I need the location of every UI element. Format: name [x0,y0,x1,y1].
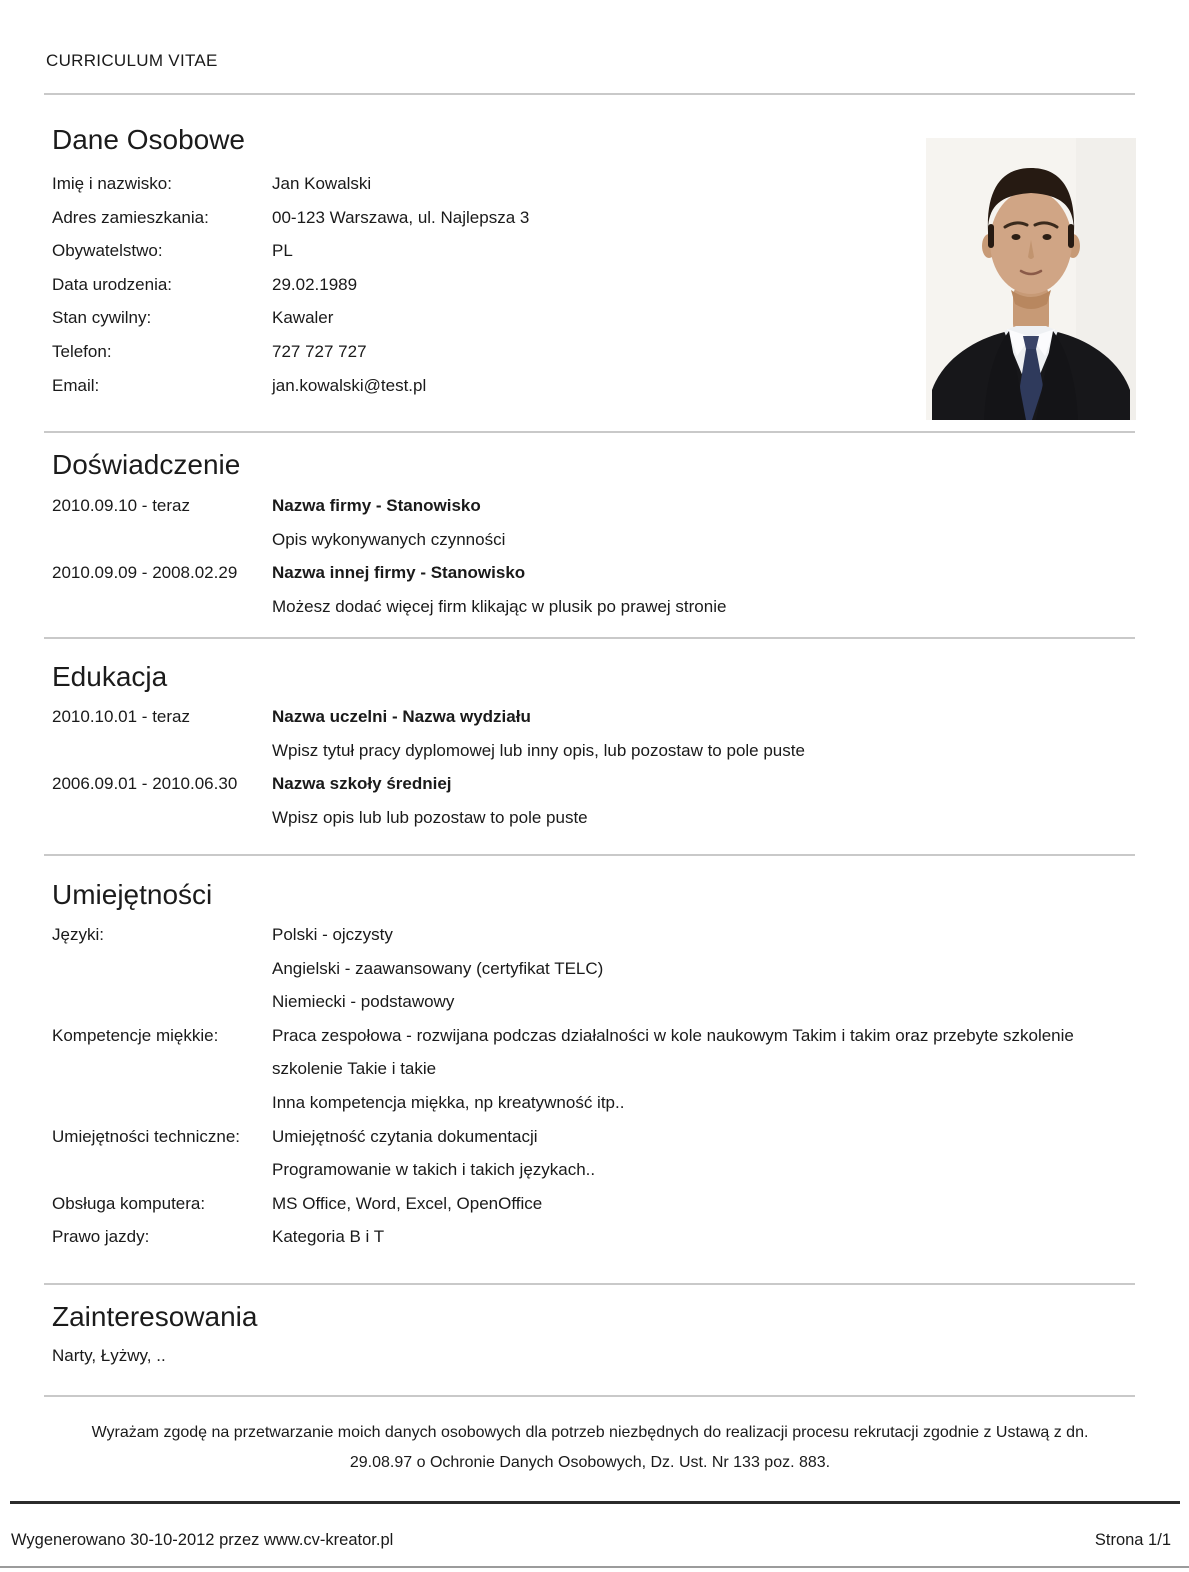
field-label: Obsługa komputera: [52,1193,206,1213]
section-divider [44,854,1135,856]
section-divider [44,431,1135,433]
field-label: Telefon: [52,341,112,361]
group-lines [272,1220,1102,1254]
personal-heading: Dane Osobowe [52,124,246,155]
group-lines [272,1187,1102,1221]
education-heading: Edukacja [52,661,168,692]
section-divider [44,1283,1135,1285]
consent-clause [45,1418,1135,1478]
personal-row-phone [52,335,529,369]
personal-row-email [52,369,529,403]
skill-line: Kategoria B i T [272,1227,385,1247]
section-education [52,663,805,834]
personal-row-citizenship [52,234,529,268]
field-value: Kawaler [272,308,334,328]
group-lines [272,1120,1102,1187]
skills-group-languages [52,918,1102,1019]
education-entry [52,767,805,834]
entry-title: Nazwa firmy - Stanowisko [272,496,481,515]
skill-line: Praca zespołowa - rozwijana podczas działalności w kole naukowym Takim i takim oraz przebyte szkolenie szkolenie Takie i takie [272,1025,1074,1079]
entry-title: Nazwa innej firmy - Stanowisko [272,563,526,583]
section-divider [44,93,1135,95]
skills-group-driving-license [52,1220,1102,1254]
portrait-photo [926,138,1136,420]
entry-dates: 2010.09.10 - teraz [52,496,190,515]
skills-group-technical [52,1120,1102,1187]
section-divider [44,637,1135,639]
personal-rows [52,167,529,402]
consent-line-1: Wyrażam zgodę na przetwarzanie moich danych osobowych dla potrzeb niezbędnych do realizacji procesu rekrutacji zgodnie z Ustawą z dn. [91,1424,1089,1441]
skill-line: Polski - ojczysty [272,925,393,944]
field-label: Języki: [52,925,104,944]
experience-entries [52,489,726,623]
section-personal [52,126,529,402]
field-label: Data urodzenia: [52,274,173,294]
field-value: jan.kowalski@test.pl [272,375,427,395]
skills-group-computer [52,1187,1102,1221]
entry-description: Wpisz tytuł pracy dyplomowej lub inny opis, lub pozostaw to pole puste [272,740,805,760]
skill-line: MS Office, Word, Excel, OpenOffice [272,1193,543,1213]
entry-content [272,489,505,556]
interests-text: Narty, Łyżwy, .. [52,1346,166,1365]
field-label: Prawo jazdy: [52,1227,150,1247]
field-label: Stan cywilny: [52,308,152,328]
field-label: Umiejętności techniczne: [52,1126,241,1146]
interests-heading: Zainteresowania [52,1301,258,1332]
education-entry [52,700,805,767]
section-divider [44,1395,1135,1397]
field-label: Adres zamieszkania: [52,207,209,227]
entry-title: Nazwa uczelni - Nazwa wydziału [272,707,531,726]
personal-row-birthdate [52,268,529,302]
entry-content [272,767,588,834]
education-entries [52,700,805,834]
consent-line-2: 29.08.97 o Ochronie Danych Osobowych, Dz. Ust. Nr 133 poz. 883. [349,1454,831,1471]
entry-description: Możesz dodać więcej firm klikając w plusik po prawej stronie [272,596,727,616]
personal-row-address [52,201,529,235]
entry-dates: 2006.09.01 - 2010.06.30 [52,774,238,794]
entry-content [272,700,805,767]
field-label: Obywatelstwo: [52,241,163,261]
skill-line: Angielski - zaawansowany (certyfikat TELC) [272,958,604,978]
footer-rule [10,1501,1180,1504]
entry-dates: 2010.10.01 - teraz [52,707,190,726]
page-number: Strona 1/1 [1094,1531,1171,1549]
entry-description: Opis wykonywanych czynności [272,529,506,549]
generated-by-text: Wygenerowano 30-10-2012 przez www.cv-kreator.pl [11,1531,394,1549]
skill-line: Umiejętność czytania dokumentacji [272,1126,538,1146]
field-value: 727 727 727 [272,341,367,361]
skills-group-soft [52,1019,1102,1120]
field-value: Jan Kowalski [272,174,372,193]
experience-heading: Doświadczenie [52,449,241,480]
section-skills [52,881,1102,1254]
entry-content [272,556,726,623]
skill-line: Programowanie w takich i takich językach.. [272,1160,596,1180]
experience-entry [52,556,726,623]
field-label: Kompetencje miękkie: [52,1025,219,1045]
skills-heading: Umiejętności [52,879,213,910]
document-title: CURRICULUM VITAE [46,51,218,70]
field-label: Email: [52,375,100,395]
skill-line: Niemiecki - podstawowy [272,992,455,1012]
experience-entry [52,489,726,556]
field-label: Imię i nazwisko: [52,174,172,193]
skills-groups [52,918,1102,1254]
field-value: 00-123 Warszawa, ul. Najlepsza 3 [272,207,530,227]
page-footer [11,1531,1171,1550]
skill-line: Inna kompetencja miękka, np kreatywność itp.. [272,1092,625,1112]
personal-row-marital-status [52,301,529,335]
group-lines [272,1019,1102,1120]
entry-description: Wpisz opis lub lub pozostaw to pole puste [272,807,588,827]
field-value: PL [272,241,293,261]
page-bottom-edge [0,1566,1189,1568]
section-experience [52,451,726,623]
entry-title: Nazwa szkoły średniej [272,774,452,794]
group-lines [272,918,1102,1019]
entry-dates: 2010.09.09 - 2008.02.29 [52,563,238,583]
personal-row-name [52,167,529,201]
field-value: 29.02.1989 [272,274,358,294]
section-interests [52,1303,257,1373]
